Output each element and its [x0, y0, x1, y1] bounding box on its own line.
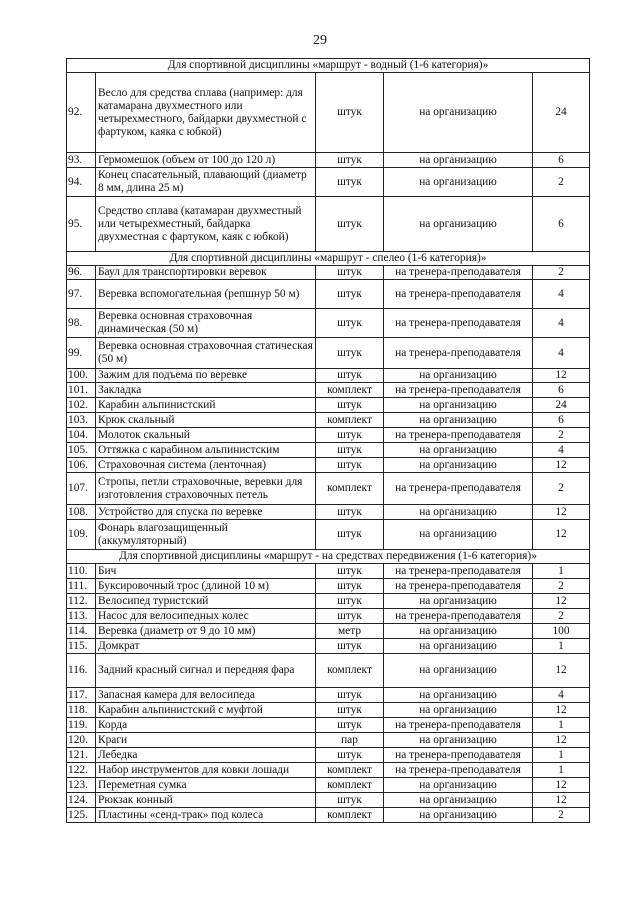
row-number: 124.	[67, 793, 96, 808]
table-row	[67, 398, 590, 413]
table-row	[67, 153, 590, 168]
quantity: 1	[533, 748, 590, 763]
allocation: на тренера-преподавателя	[384, 473, 533, 505]
unit-of-measure: штук	[316, 793, 384, 808]
table-row	[67, 594, 590, 609]
quantity: 2	[533, 609, 590, 624]
unit-of-measure: комплект	[316, 778, 384, 793]
allocation: на организацию	[384, 398, 533, 413]
unit-of-measure: метр	[316, 624, 384, 639]
section-header-row	[67, 550, 590, 564]
row-number: 121.	[67, 748, 96, 763]
item-name: Переметная сумка	[96, 778, 316, 793]
item-name: Задний красный сигнал и передняя фара	[96, 654, 316, 688]
quantity: 2	[533, 266, 590, 280]
table-row	[67, 793, 590, 808]
equipment-table-body	[67, 59, 590, 823]
item-name: Насос для велосипедных колес	[96, 609, 316, 624]
allocation: на организацию	[384, 594, 533, 609]
item-name: Веревка основная страховочная динамическая (50 м)	[96, 309, 316, 338]
row-number: 96.	[67, 266, 96, 280]
unit-of-measure: штук	[316, 520, 384, 550]
table-row	[67, 778, 590, 793]
row-number: 101.	[67, 383, 96, 398]
allocation: на организацию	[384, 778, 533, 793]
row-number: 112.	[67, 594, 96, 609]
allocation: на тренера-преподавателя	[384, 428, 533, 443]
allocation: на тренера-преподавателя	[384, 763, 533, 778]
item-name: Молоток скальный	[96, 428, 316, 443]
item-name: Зажим для подъема по веревке	[96, 369, 316, 383]
table-row	[67, 748, 590, 763]
quantity: 2	[533, 579, 590, 594]
row-number: 105.	[67, 443, 96, 458]
unit-of-measure: штук	[316, 639, 384, 654]
item-name: Закладка	[96, 383, 316, 398]
section-header-row	[67, 59, 590, 73]
unit-of-measure: штук	[316, 428, 384, 443]
allocation: на организацию	[384, 443, 533, 458]
row-number: 103.	[67, 413, 96, 428]
row-number: 92.	[67, 73, 96, 153]
item-name: Весло для средства сплава (например: для катамарана двухместного или четырехместного, байдарки двухместной с фартуком, каяка с юбкой)	[96, 73, 316, 153]
allocation: на организацию	[384, 639, 533, 654]
unit-of-measure: штук	[316, 688, 384, 703]
table-row	[67, 413, 590, 428]
unit-of-measure: штук	[316, 369, 384, 383]
item-name: Запасная камера для велосипеда	[96, 688, 316, 703]
item-name: Веревка основная страховочная статическая (50 м)	[96, 338, 316, 369]
quantity: 4	[533, 338, 590, 369]
quantity: 12	[533, 654, 590, 688]
item-name: Буксировочный трос (длиной 10 м)	[96, 579, 316, 594]
unit-of-measure: комплект	[316, 383, 384, 398]
quantity: 12	[533, 369, 590, 383]
table-row	[67, 579, 590, 594]
row-number: 106.	[67, 458, 96, 473]
unit-of-measure: штук	[316, 505, 384, 520]
quantity: 2	[533, 168, 590, 197]
quantity: 12	[533, 703, 590, 718]
quantity: 12	[533, 458, 590, 473]
quantity: 2	[533, 428, 590, 443]
table-row	[67, 168, 590, 197]
table-row	[67, 73, 590, 153]
item-name: Корда	[96, 718, 316, 733]
unit-of-measure: штук	[316, 266, 384, 280]
table-row	[67, 369, 590, 383]
table-row	[67, 624, 590, 639]
unit-of-measure: штук	[316, 458, 384, 473]
table-row	[67, 703, 590, 718]
quantity: 12	[533, 594, 590, 609]
item-name: Краги	[96, 733, 316, 748]
unit-of-measure: штук	[316, 73, 384, 153]
table-row	[67, 520, 590, 550]
allocation: на организацию	[384, 654, 533, 688]
row-number: 108.	[67, 505, 96, 520]
row-number: 97.	[67, 280, 96, 309]
table-row	[67, 338, 590, 369]
allocation: на тренера-преподавателя	[384, 309, 533, 338]
row-number: 122.	[67, 763, 96, 778]
row-number: 125.	[67, 808, 96, 823]
unit-of-measure: штук	[316, 168, 384, 197]
quantity: 100	[533, 624, 590, 639]
allocation: на организацию	[384, 413, 533, 428]
item-name: Веревка вспомогательная (репшнур 50 м)	[96, 280, 316, 309]
allocation: на тренера-преподавателя	[384, 579, 533, 594]
row-number: 107.	[67, 473, 96, 505]
quantity: 2	[533, 808, 590, 823]
unit-of-measure: штук	[316, 280, 384, 309]
quantity: 6	[533, 413, 590, 428]
allocation: на тренера-преподавателя	[384, 383, 533, 398]
unit-of-measure: штук	[316, 703, 384, 718]
unit-of-measure: штук	[316, 443, 384, 458]
unit-of-measure: штук	[316, 338, 384, 369]
row-number: 104.	[67, 428, 96, 443]
quantity: 24	[533, 398, 590, 413]
quantity: 12	[533, 733, 590, 748]
unit-of-measure: штук	[316, 609, 384, 624]
quantity: 1	[533, 763, 590, 778]
table-row	[67, 505, 590, 520]
item-name: Лебедка	[96, 748, 316, 763]
unit-of-measure: штук	[316, 197, 384, 252]
unit-of-measure: штук	[316, 579, 384, 594]
quantity: 12	[533, 520, 590, 550]
allocation: на организацию	[384, 624, 533, 639]
allocation: на организацию	[384, 733, 533, 748]
row-number: 93.	[67, 153, 96, 168]
allocation: на организацию	[384, 808, 533, 823]
allocation: на организацию	[384, 703, 533, 718]
page-number: 29	[313, 33, 327, 48]
table-row	[67, 473, 590, 505]
quantity: 1	[533, 718, 590, 733]
item-name: Оттяжка с карабином альпинистским	[96, 443, 316, 458]
allocation: на организацию	[384, 520, 533, 550]
table-row	[67, 564, 590, 579]
unit-of-measure: комплект	[316, 654, 384, 688]
row-number: 120.	[67, 733, 96, 748]
table-row	[67, 309, 590, 338]
item-name: Гермомешок (объем от 100 до 120 л)	[96, 153, 316, 168]
row-number: 123.	[67, 778, 96, 793]
allocation: на организацию	[384, 369, 533, 383]
quantity: 12	[533, 778, 590, 793]
row-number: 116.	[67, 654, 96, 688]
row-number: 117.	[67, 688, 96, 703]
item-name: Домкрат	[96, 639, 316, 654]
table-row	[67, 733, 590, 748]
unit-of-measure: штук	[316, 309, 384, 338]
row-number: 119.	[67, 718, 96, 733]
allocation: на организацию	[384, 168, 533, 197]
unit-of-measure: комплект	[316, 763, 384, 778]
allocation: на тренера-преподавателя	[384, 280, 533, 309]
unit-of-measure: штук	[316, 718, 384, 733]
allocation: на тренера-преподавателя	[384, 748, 533, 763]
table-row	[67, 654, 590, 688]
table-row	[67, 197, 590, 252]
row-number: 111.	[67, 579, 96, 594]
row-number: 102.	[67, 398, 96, 413]
allocation: на тренера-преподавателя	[384, 564, 533, 579]
table-row	[67, 443, 590, 458]
item-name: Бич	[96, 564, 316, 579]
row-number: 115.	[67, 639, 96, 654]
equipment-table	[66, 58, 590, 823]
row-number: 113.	[67, 609, 96, 624]
unit-of-measure: штук	[316, 153, 384, 168]
item-name: Крюк скальный	[96, 413, 316, 428]
quantity: 6	[533, 383, 590, 398]
allocation: на организацию	[384, 458, 533, 473]
allocation: на организацию	[384, 197, 533, 252]
quantity: 12	[533, 505, 590, 520]
table-row	[67, 808, 590, 823]
section-title: Для спортивной дисциплины «маршрут - на средствах передвижения (1-6 категория)»	[67, 550, 590, 564]
item-name: Карабин альпинистский с муфтой	[96, 703, 316, 718]
quantity: 12	[533, 793, 590, 808]
unit-of-measure: комплект	[316, 473, 384, 505]
allocation: на организацию	[384, 793, 533, 808]
quantity: 24	[533, 73, 590, 153]
quantity: 4	[533, 443, 590, 458]
table-row	[67, 718, 590, 733]
row-number: 109.	[67, 520, 96, 550]
item-name: Пластины «сенд-трак» под колеса	[96, 808, 316, 823]
section-title: Для спортивной дисциплины «маршрут - водный (1-6 категория)»	[67, 59, 590, 73]
unit-of-measure: комплект	[316, 413, 384, 428]
row-number: 98.	[67, 309, 96, 338]
unit-of-measure: комплект	[316, 808, 384, 823]
allocation: на организацию	[384, 688, 533, 703]
unit-of-measure: штук	[316, 594, 384, 609]
item-name: Рюкзак конный	[96, 793, 316, 808]
quantity: 6	[533, 197, 590, 252]
table-row	[67, 280, 590, 309]
quantity: 1	[533, 639, 590, 654]
quantity: 4	[533, 280, 590, 309]
allocation: на организацию	[384, 73, 533, 153]
row-number: 114.	[67, 624, 96, 639]
item-name: Набор инструментов для ковки лошади	[96, 763, 316, 778]
table-row	[67, 609, 590, 624]
item-name: Стропы, петли страховочные, веревки для изготовления страховочных петель	[96, 473, 316, 505]
section-header-row	[67, 252, 590, 266]
item-name: Страховочная система (ленточная)	[96, 458, 316, 473]
table-row	[67, 266, 590, 280]
quantity: 4	[533, 688, 590, 703]
row-number: 99.	[67, 338, 96, 369]
table-row	[67, 639, 590, 654]
unit-of-measure: штук	[316, 564, 384, 579]
row-number: 118.	[67, 703, 96, 718]
item-name: Велосипед туристский	[96, 594, 316, 609]
quantity: 2	[533, 473, 590, 505]
row-number: 100.	[67, 369, 96, 383]
item-name: Баул для транспортировки веревок	[96, 266, 316, 280]
section-title: Для спортивной дисциплины «маршрут - спелео (1-6 категория)»	[67, 252, 590, 266]
table-row	[67, 688, 590, 703]
row-number: 95.	[67, 197, 96, 252]
quantity: 4	[533, 309, 590, 338]
item-name: Карабин альпинистский	[96, 398, 316, 413]
item-name: Фонарь влагозащищенный (аккумуляторный)	[96, 520, 316, 550]
allocation: на организацию	[384, 505, 533, 520]
allocation: на тренера-преподавателя	[384, 338, 533, 369]
table-row	[67, 428, 590, 443]
allocation: на организацию	[384, 153, 533, 168]
unit-of-measure: пар	[316, 733, 384, 748]
item-name: Устройство для спуска по веревке	[96, 505, 316, 520]
item-name: Средство сплава (катамаран двухместный или четырехместный, байдарка двухместная с фартуком, каяк с юбкой)	[96, 197, 316, 252]
quantity: 1	[533, 564, 590, 579]
allocation: на тренера-преподавателя	[384, 718, 533, 733]
table-row	[67, 383, 590, 398]
unit-of-measure: штук	[316, 398, 384, 413]
row-number: 110.	[67, 564, 96, 579]
item-name: Веревка (диаметр от 9 до 10 мм)	[96, 624, 316, 639]
allocation: на тренера-преподавателя	[384, 609, 533, 624]
table-row	[67, 458, 590, 473]
row-number: 94.	[67, 168, 96, 197]
table-row	[67, 763, 590, 778]
item-name: Конец спасательный, плавающий (диаметр 8 мм, длина 25 м)	[96, 168, 316, 197]
quantity: 6	[533, 153, 590, 168]
unit-of-measure: штук	[316, 748, 384, 763]
allocation: на тренера-преподавателя	[384, 266, 533, 280]
